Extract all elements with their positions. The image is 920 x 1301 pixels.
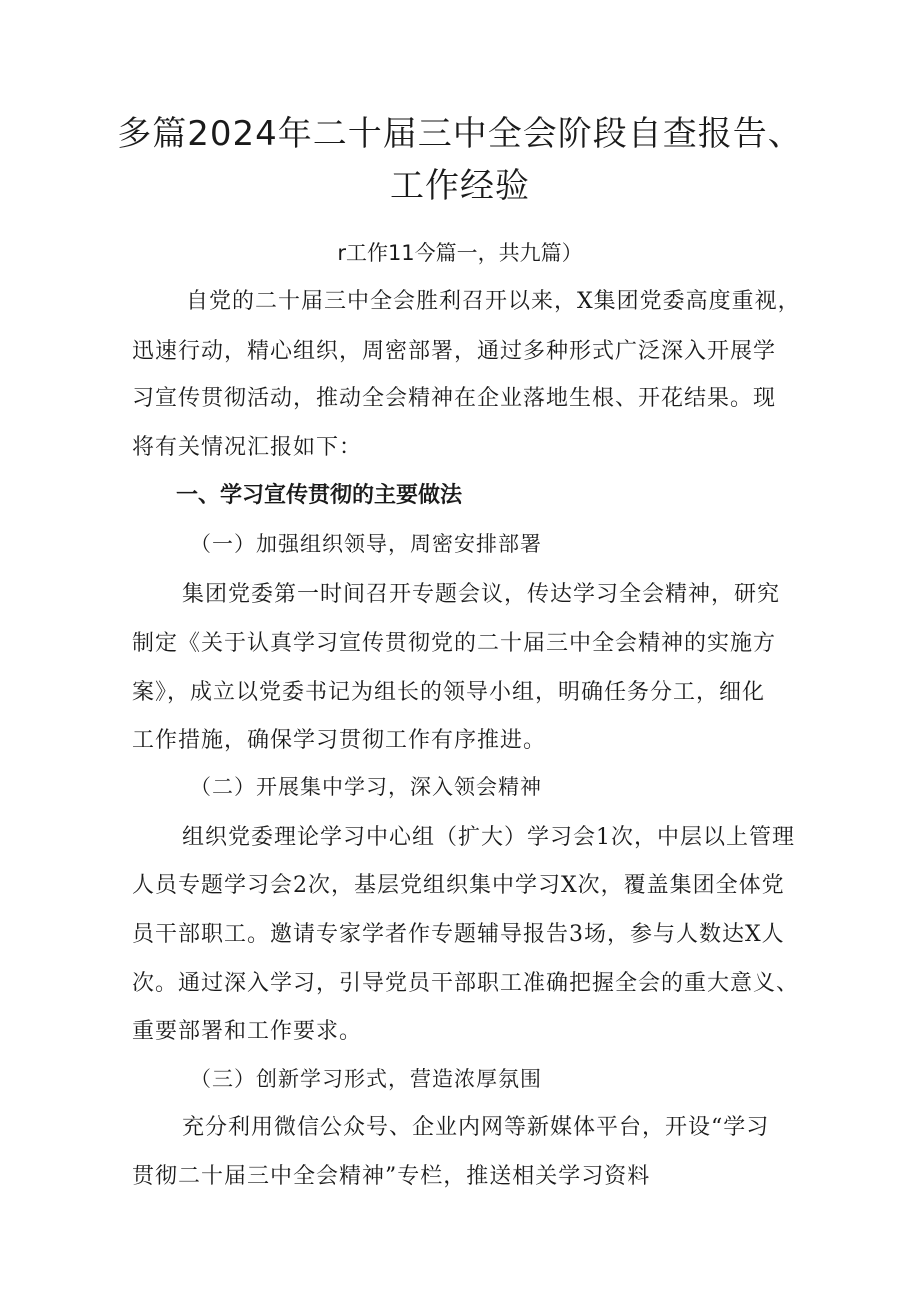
intro-line-4: 将有关情况汇报如下： — [132, 435, 363, 460]
sub1-body-line-2: 制定《关于认真学习宣传贯彻党的二十届三中全会精神的实施方 — [132, 631, 777, 656]
sub1-body-line-3: 案》，成立以党委书记为组长的领导小组，明确任务分工，细化 — [132, 680, 766, 705]
sub2-body-line-1: 组织党委理论学习中心组（扩大）学习会1次，中层以上管理 — [182, 825, 795, 850]
subsection-heading-2: （二）开展集中学习，深入领会精神 — [190, 775, 542, 799]
sub2-body-line-3: 员干部职工。邀请专家学者作专题辅导报告3场，参与人数达X人 — [132, 922, 785, 947]
intro-line-1: 自党的二十届三中全会胜利召开以来，X集团党委高度重视， — [186, 289, 801, 314]
sub2-body-line-2: 人员专题学习会2次，基层党组织集中学习X次，覆盖集团全体党 — [132, 873, 785, 898]
section-heading-1: 一、学习宣传贯彻的主要做法 — [176, 483, 463, 508]
document-title-line-1: 多篇2024年二十届三中全会阶段自查报告、 — [117, 114, 803, 154]
sub2-body-line-4: 次。通过深入学习，引导党员干部职工准确把握全会的重大意义、 — [132, 971, 800, 996]
document-subtitle: r工作11今篇一，共九篇） — [337, 241, 583, 265]
subsection-heading-1: （一）加强组织领导，周密安排部署 — [190, 532, 542, 556]
sub1-body-line-4: 工作措施，确保学习贯彻工作有序推进。 — [132, 728, 547, 753]
subsection-heading-3: （三）创新学习形式，营造浓厚氛围 — [190, 1067, 542, 1091]
sub3-body-line-1: 充分利用微信公众号、企业内网等新媒体平台，开设“学习 — [182, 1115, 770, 1140]
intro-line-2: 迅速行动，精心组织，周密部署，通过多种形式广泛深入开展学 — [132, 339, 777, 364]
intro-line-3: 习宣传贯彻活动，推动全会精神在企业落地生根、开花结果。现 — [132, 386, 777, 411]
document-title-line-2: 工作经验 — [390, 166, 530, 206]
sub1-body-line-1: 集团党委第一时间召开专题会议，传达学习全会精神，研究 — [182, 582, 781, 607]
sub3-body-line-2: 贯彻二十届三中全会精神”专栏，推送相关学习资料 — [132, 1164, 651, 1189]
sub2-body-line-5: 重要部署和工作要求。 — [132, 1019, 363, 1044]
